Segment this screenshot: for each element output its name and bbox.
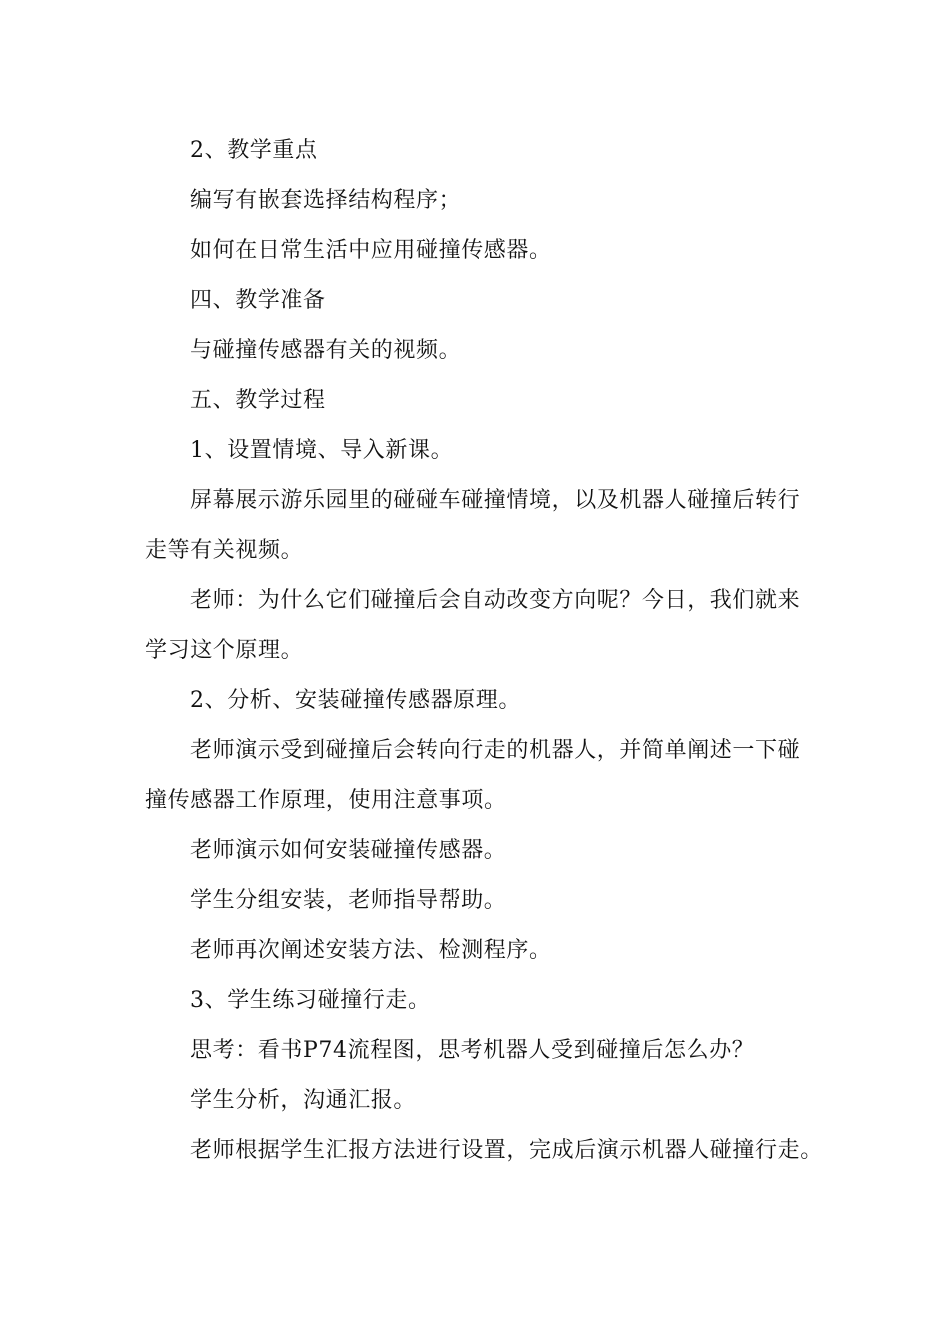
paragraph-line: 如何在日常生活中应用碰撞传感器。	[190, 238, 552, 263]
document-body	[145, 126, 825, 1176]
section-heading: 2、分析、安装碰撞传感器原理。	[190, 688, 521, 713]
section-heading: 3、学生练习碰撞行走。	[190, 988, 431, 1013]
paragraph-line: 老师：为什么它们碰撞后会自动改变方向呢？今日，我们就来	[190, 588, 801, 613]
paragraph-line: 屏幕展示游乐园里的碰碰车碰撞情境，以及机器人碰撞后转行	[190, 488, 801, 513]
paragraph-line: 老师演示受到碰撞后会转向行走的机器人，并简单阐述一下碰	[190, 738, 801, 763]
section-heading: 四、教学准备	[190, 288, 326, 313]
paragraph-line: 老师根据学生汇报方法进行设置，完成后演示机器人碰撞行走。	[190, 1138, 823, 1163]
paragraph-line: 学生分组安装，老师指导帮助。	[190, 888, 507, 913]
paragraph-line: 老师再次阐述安装方法、检测程序。	[190, 938, 552, 963]
paragraph-line: 撞传感器工作原理，使用注意事项。	[145, 788, 507, 813]
paragraph-line: 老师演示如何安装碰撞传感器。	[190, 838, 507, 863]
paragraph-line: 学习这个原理。	[145, 638, 304, 663]
paragraph-line: 编写有嵌套选择结构程序；	[190, 188, 462, 213]
paragraph-line: 与碰撞传感器有关的视频。	[190, 338, 462, 363]
section-heading: 五、教学过程	[190, 388, 326, 413]
paragraph-line: 走等有关视频。	[145, 538, 304, 563]
paragraph-line: 思考：看书P74流程图，思考机器人受到碰撞后怎么办？	[190, 1038, 755, 1063]
section-heading: 1、设置情境、导入新课。	[190, 438, 454, 463]
paragraph-line: 学生分析，沟通汇报。	[190, 1088, 417, 1113]
section-heading: 2、教学重点	[190, 138, 318, 163]
